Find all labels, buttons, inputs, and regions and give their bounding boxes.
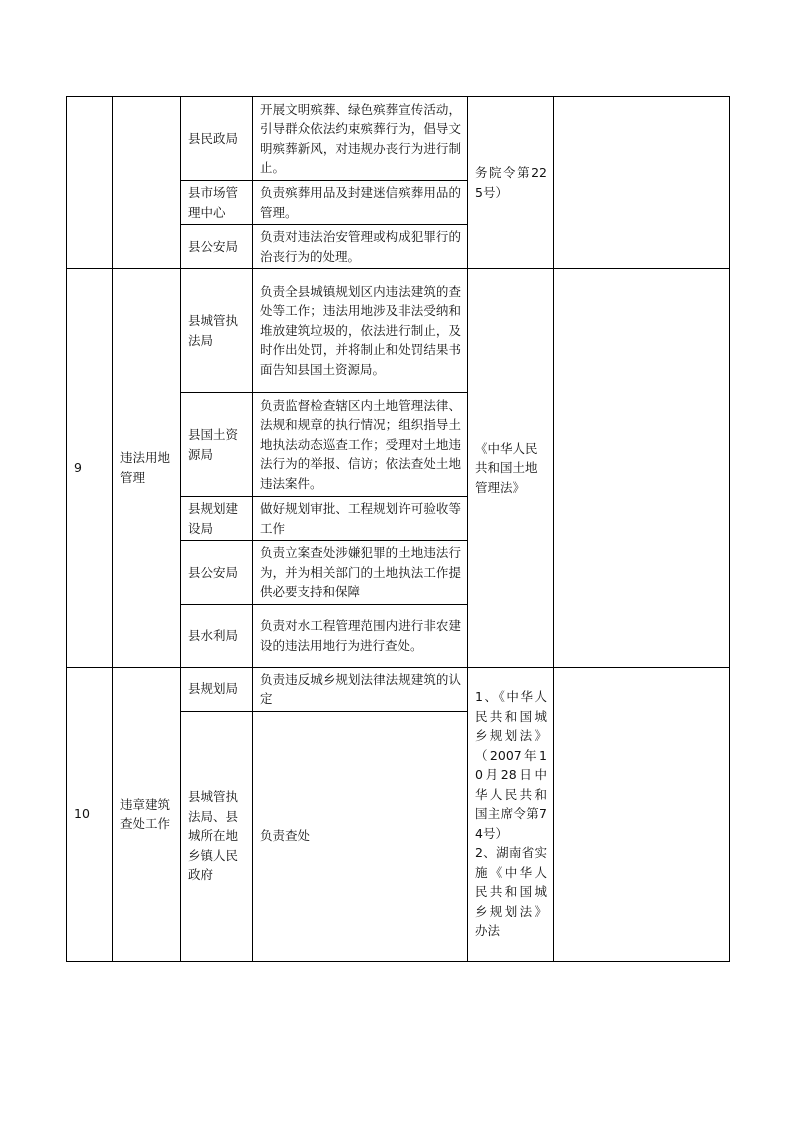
duty-cell: 负责立案查处涉嫌犯罪的土地违法行为，并为相关部门的土地执法工作提供必要支持和保障 [253, 541, 468, 605]
duty-cell: 负责对违法治安管理或构成犯罪行的治丧行为的处理。 [253, 225, 468, 269]
duty-cell: 负责全县城镇规划区内违法建筑的查处等工作；违法用地涉及非法受纳和堆放建筑垃圾的，依法进行制止，及时作出处罚，并将制止和处罚结果书面告知县国土资源局。 [253, 269, 468, 393]
no-cell [67, 97, 113, 269]
duty-cell: 负责殡葬用品及封建迷信殡葬用品的管理。 [253, 181, 468, 225]
dept-cell: 县水利局 [181, 604, 253, 667]
duty-cell: 开展文明殡葬、绿色殡葬宣传活动，引导群众依法约束殡葬行为，倡导文明殡葬新风，对违规办丧行为进行制止。 [253, 97, 468, 181]
dept-cell: 县公安局 [181, 225, 253, 269]
table-row [67, 269, 730, 393]
basis-cell: 《中华人民共和国土地管理法》 [468, 269, 554, 668]
dept-cell: 县民政局 [181, 97, 253, 181]
dept-cell: 县规划局 [181, 667, 253, 711]
remark-cell [554, 269, 730, 668]
dept-cell: 县城管执法局、县城所在地乡镇人民政府 [181, 711, 253, 961]
no-cell: 9 [67, 269, 113, 668]
dept-cell: 县公安局 [181, 541, 253, 605]
duty-cell: 做好规划审批、工程规划许可验收等工作 [253, 497, 468, 541]
basis-item: 1、《中华人民共和国城乡规划法》（2007年10月28日中华人民共和国主席令第74号） [475, 689, 547, 841]
responsibility-table [66, 96, 730, 962]
table-row [67, 667, 730, 711]
dept-cell: 县规划建设局 [181, 497, 253, 541]
table-row [67, 97, 730, 181]
basis-cell: 务院令第225号） [468, 97, 554, 269]
duty-cell: 负责违反城乡规划法律法规建筑的认定 [253, 667, 468, 711]
item-cell [113, 97, 181, 269]
item-cell: 违法用地管理 [113, 269, 181, 668]
duty-cell: 负责监督检查辖区内土地管理法律、法规和规章的执行情况；组织指导土地执法动态巡查工作；受理对土地违法行为的举报、信访；依法查处土地违法案件。 [253, 393, 468, 497]
duty-cell: 负责查处 [253, 711, 468, 961]
dept-cell: 县国土资源局 [181, 393, 253, 497]
dept-cell: 县城管执法局 [181, 269, 253, 393]
basis-cell [468, 667, 554, 961]
remark-cell [554, 97, 730, 269]
basis-item: 2、湖南省实施《中华人民共和国城乡规划法》办法 [475, 845, 547, 939]
item-cell: 违章建筑查处工作 [113, 667, 181, 961]
no-cell: 10 [67, 667, 113, 961]
remark-cell [554, 667, 730, 961]
duty-cell: 负责对水工程管理范围内进行非农建设的违法用地行为进行查处。 [253, 604, 468, 667]
dept-cell: 县市场管理中心 [181, 181, 253, 225]
